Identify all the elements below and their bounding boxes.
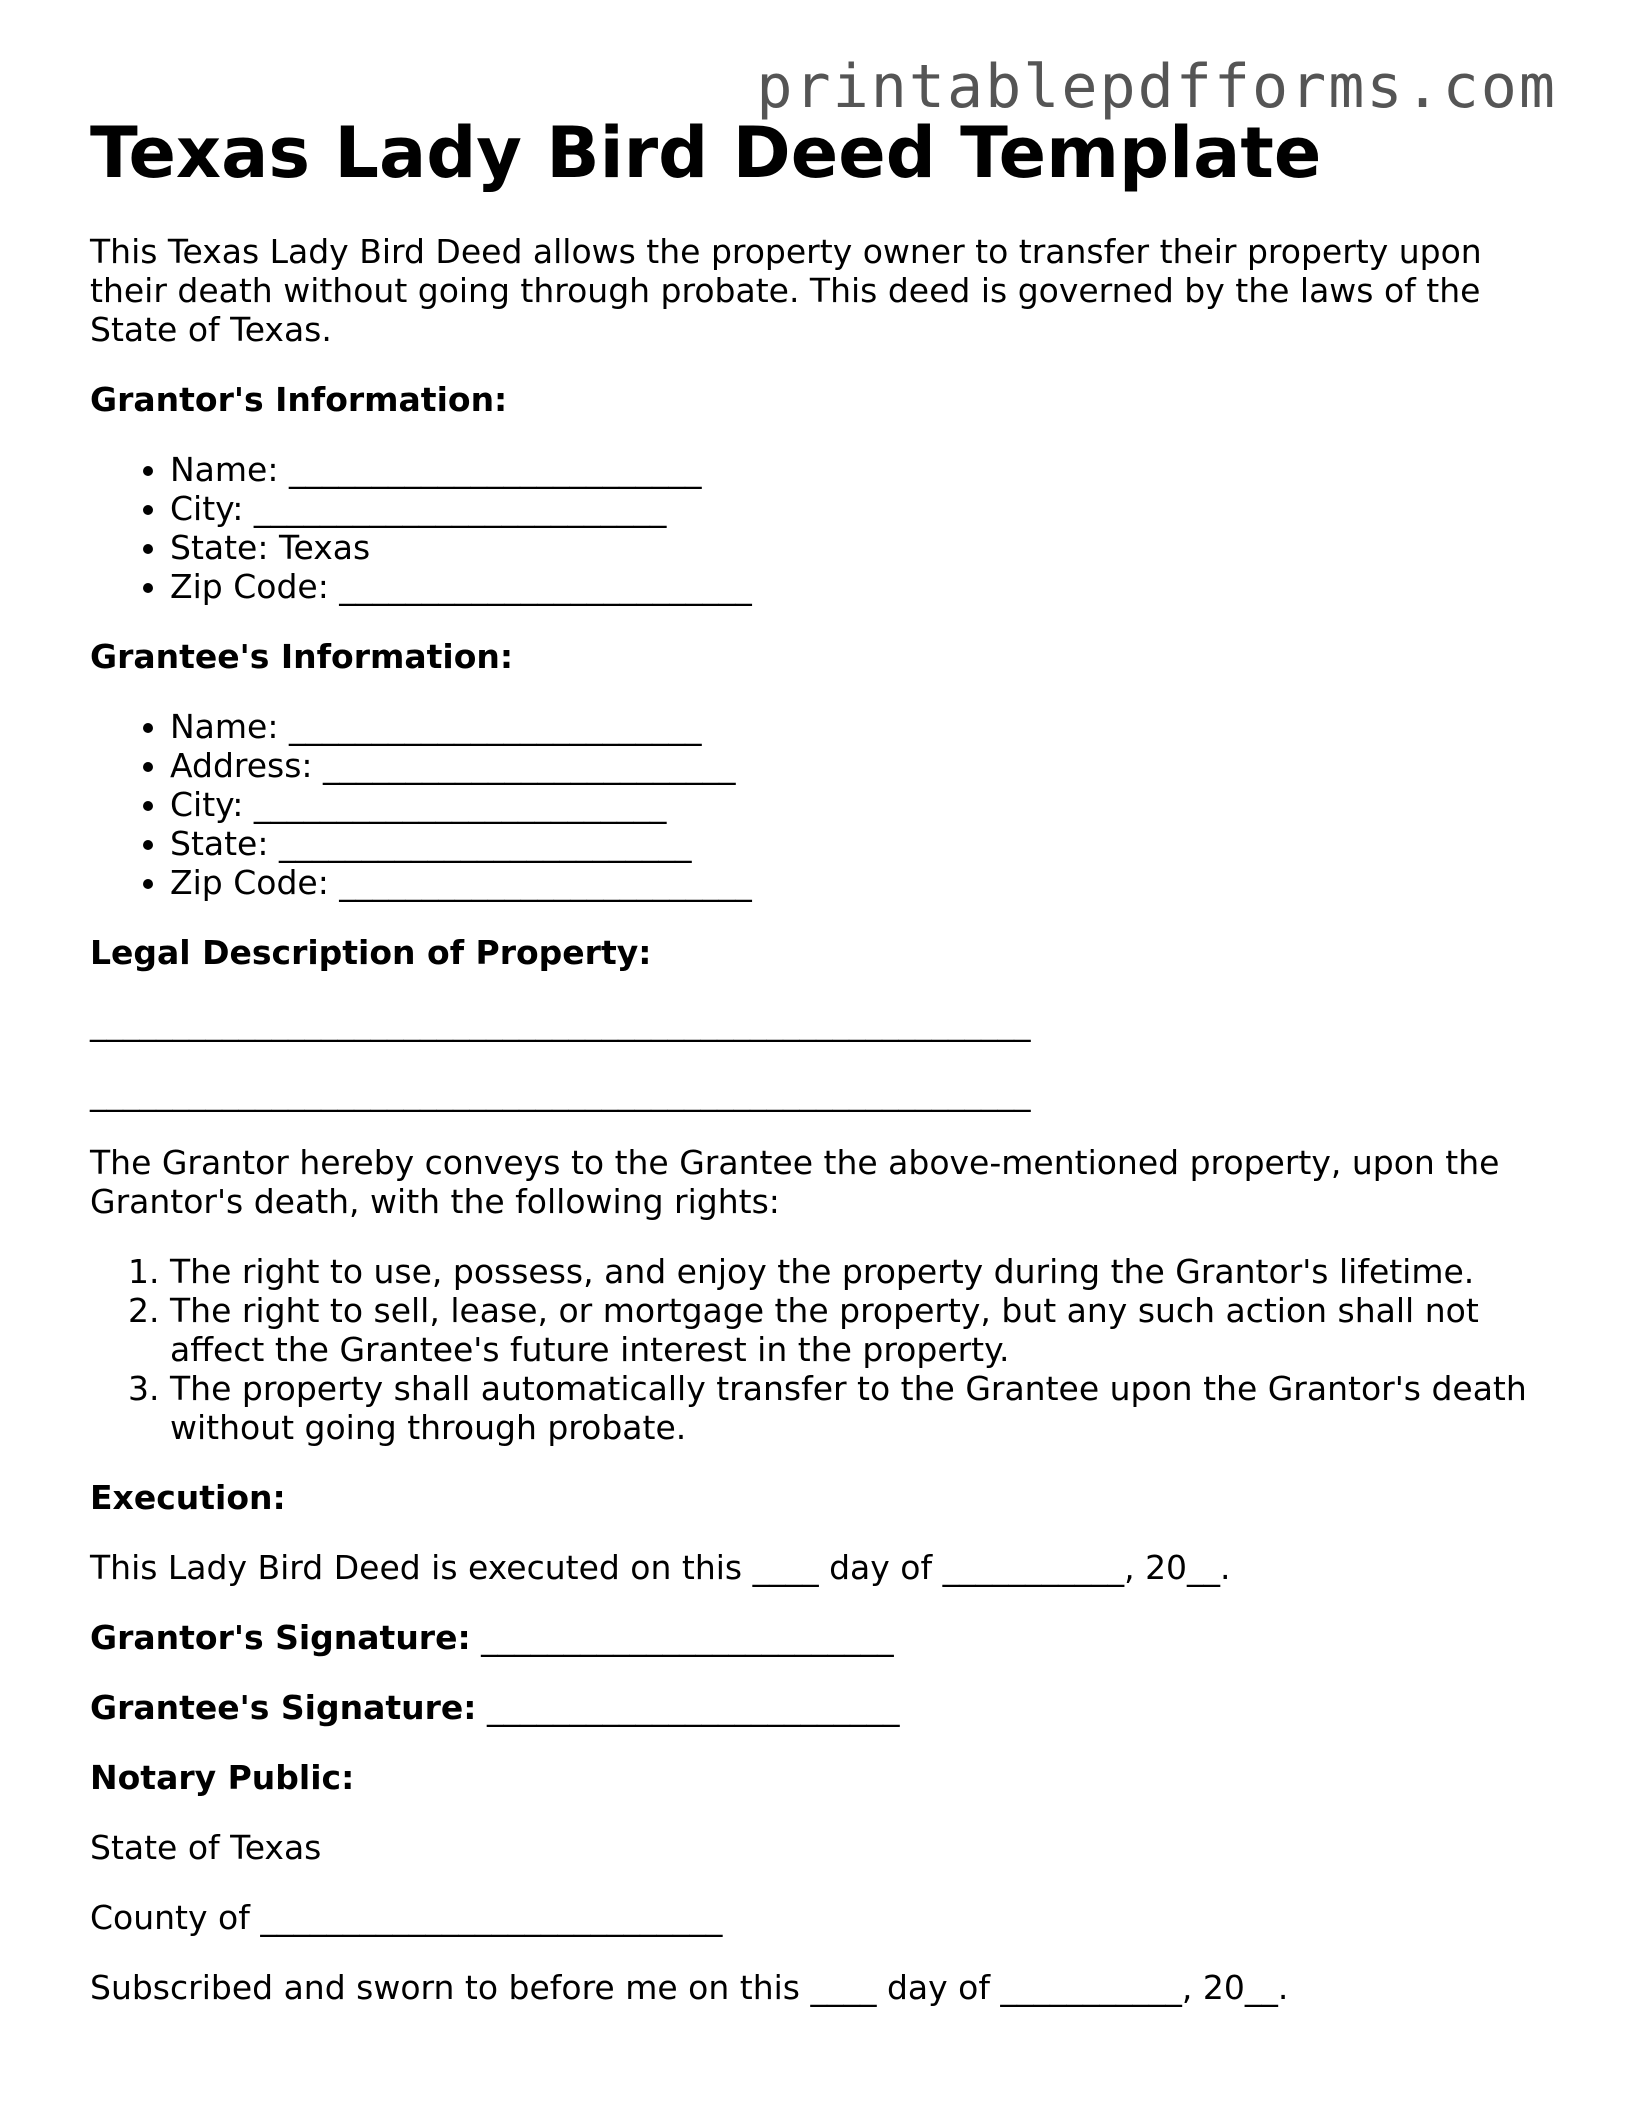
- grantor-name-field: • Name: _________________________: [170, 450, 1560, 489]
- legal-description-line: _________________________________________________________: [90, 1003, 1031, 1042]
- execution-heading: Execution:: [90, 1478, 286, 1517]
- grantor-zip-field: • Zip Code: _________________________: [170, 567, 1560, 606]
- grantor-signature-label: Grantor's Signature:: [90, 1618, 471, 1657]
- grantee-heading: Grantee's Information:: [90, 637, 514, 676]
- grantee-signature-row: [90, 1688, 1560, 1727]
- execution-text: This Lady Bird Deed is executed on this ____ day of ___________, 20__.: [90, 1548, 1231, 1587]
- grantee-state-field: • State: _________________________: [170, 824, 1560, 863]
- notary-state: State of Texas: [90, 1828, 322, 1867]
- grantor-signature-row: [90, 1618, 1560, 1657]
- grantee-address-field: • Address: _________________________: [170, 746, 1560, 785]
- legal-description-line: _________________________________________________________: [90, 1073, 1031, 1112]
- grantee-zip-field: • Zip Code: _________________________: [170, 863, 1560, 902]
- conveyance-paragraph: The Grantor hereby conveys to the Grantee the above-mentioned property, upon the Grantor's death, with the following rights:: [90, 1143, 1500, 1221]
- right-item: 1. The right to use, possess, and enjoy the property during the Grantor's lifetime.: [170, 1252, 1560, 1291]
- rights-list: [90, 1252, 1560, 1447]
- right-item: 3. The property shall automatically transfer to the Grantee upon the Grantor's death without going through probate.: [170, 1369, 1560, 1447]
- notary-sworn-text: Subscribed and sworn to before me on this ____ day of ___________, 20__.: [90, 1968, 1289, 2007]
- notary-heading: Notary Public:: [90, 1758, 355, 1797]
- grantor-info-list: [90, 450, 1560, 606]
- grantor-heading: Grantor's Information:: [90, 380, 508, 419]
- grantee-name-field: • Name: _________________________: [170, 707, 1560, 746]
- legal-description-heading: Legal Description of Property:: [90, 933, 652, 972]
- grantor-city-field: • City: _________________________: [170, 489, 1560, 528]
- grantee-signature-label: Grantee's Signature:: [90, 1688, 477, 1727]
- grantee-signature-line: _________________________: [486, 1688, 900, 1727]
- grantee-city-field: • City: _________________________: [170, 785, 1560, 824]
- grantor-state-field: • State: Texas: [170, 528, 1560, 567]
- page-title: Texas Lady Bird Deed Template: [90, 112, 1322, 194]
- grantee-info-list: [90, 707, 1560, 902]
- notary-county: County of ____________________________: [90, 1898, 723, 1937]
- grantor-signature-line: _________________________: [481, 1618, 894, 1657]
- watermark: printablepdfforms.com: [756, 52, 1557, 122]
- document-body: [90, 232, 1560, 2038]
- intro-paragraph: This Texas Lady Bird Deed allows the property owner to transfer their property upon their death without going through probate. This deed is governed by the laws of the State of Texas.: [90, 232, 1482, 349]
- right-item: 2. The right to sell, lease, or mortgage the property, but any such action shall not affect the Grantee's future interest in the property.: [170, 1291, 1560, 1369]
